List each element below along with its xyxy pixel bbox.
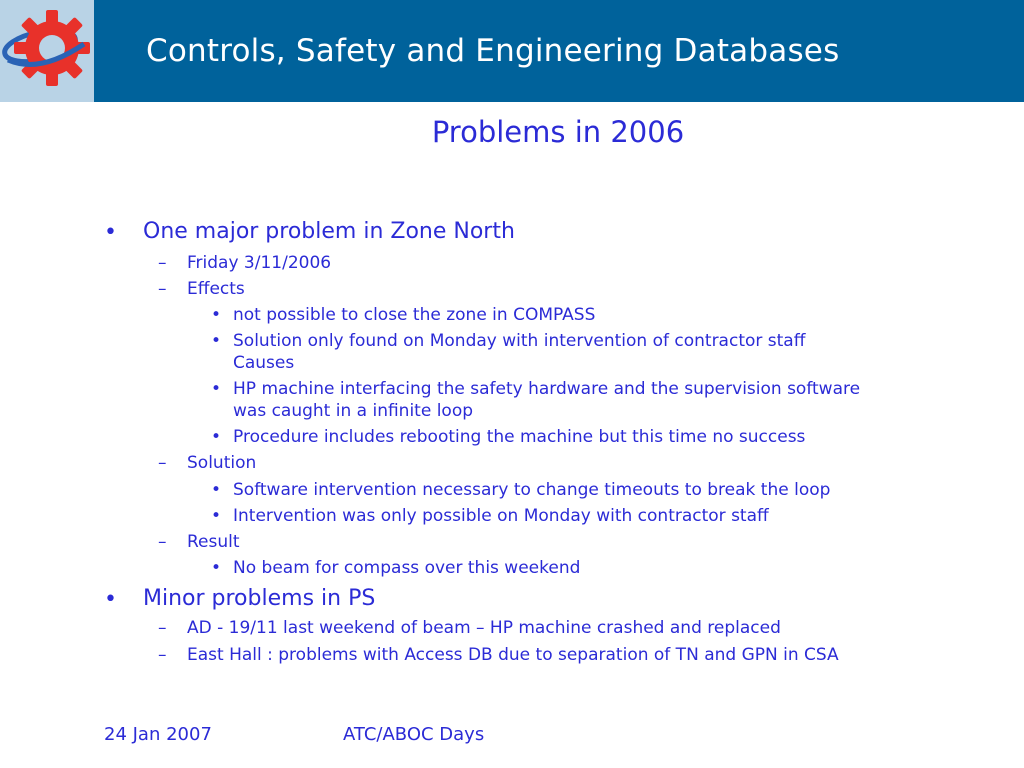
list-item: Procedure includes rebooting the machine but this time no success <box>233 427 806 447</box>
bullet-marker: • <box>211 331 222 351</box>
header-title: Controls, Safety and Engineering Databases <box>146 33 840 69</box>
list-item-major-problem: One major problem in Zone North <box>143 219 515 244</box>
dash-marker: – <box>158 645 167 665</box>
list-item-continuation: was caught in a infinite loop <box>233 401 474 421</box>
bullet-marker: • <box>104 587 117 612</box>
dash-marker: – <box>158 253 167 273</box>
dash-marker: – <box>158 453 167 473</box>
bullet-marker: • <box>211 480 222 500</box>
slide-title: Problems in 2006 <box>431 115 685 149</box>
bullet-marker: • <box>211 379 222 399</box>
list-item: not possible to close the zone in COMPASS <box>233 305 596 325</box>
list-item: East Hall : problems with Access DB due to separation of TN and GPN in CSA <box>187 645 839 665</box>
bullet-marker: • <box>211 506 222 526</box>
footer-event: ATC/ABOC Days <box>343 724 485 745</box>
bullet-marker: • <box>211 558 222 578</box>
list-item: Software intervention necessary to change timeouts to break the loop <box>233 480 831 500</box>
list-item-minor-problems: Minor problems in PS <box>143 586 376 611</box>
dash-marker: – <box>158 618 167 638</box>
list-item-causes: Causes <box>233 353 295 373</box>
list-item: AD - 19/11 last weekend of beam – HP machine crashed and replaced <box>187 618 781 638</box>
list-item-effects: Effects <box>187 279 245 299</box>
list-item: No beam for compass over this weekend <box>233 558 581 578</box>
dash-marker: – <box>158 279 167 299</box>
list-item-date: Friday 3/11/2006 <box>187 253 332 273</box>
bullet-marker: • <box>211 305 222 325</box>
list-item-solution: Solution <box>187 453 257 473</box>
list-item: Intervention was only possible on Monday with contractor staff <box>233 506 769 526</box>
bullet-marker: • <box>104 220 117 245</box>
bullet-marker: • <box>211 427 222 447</box>
footer-date: 24 Jan 2007 <box>104 724 212 745</box>
list-item: Solution only found on Monday with intervention of contractor staff <box>233 331 806 351</box>
list-item: HP machine interfacing the safety hardware and the supervision software <box>233 379 861 399</box>
list-item-result: Result <box>187 532 240 552</box>
dash-marker: – <box>158 532 167 552</box>
